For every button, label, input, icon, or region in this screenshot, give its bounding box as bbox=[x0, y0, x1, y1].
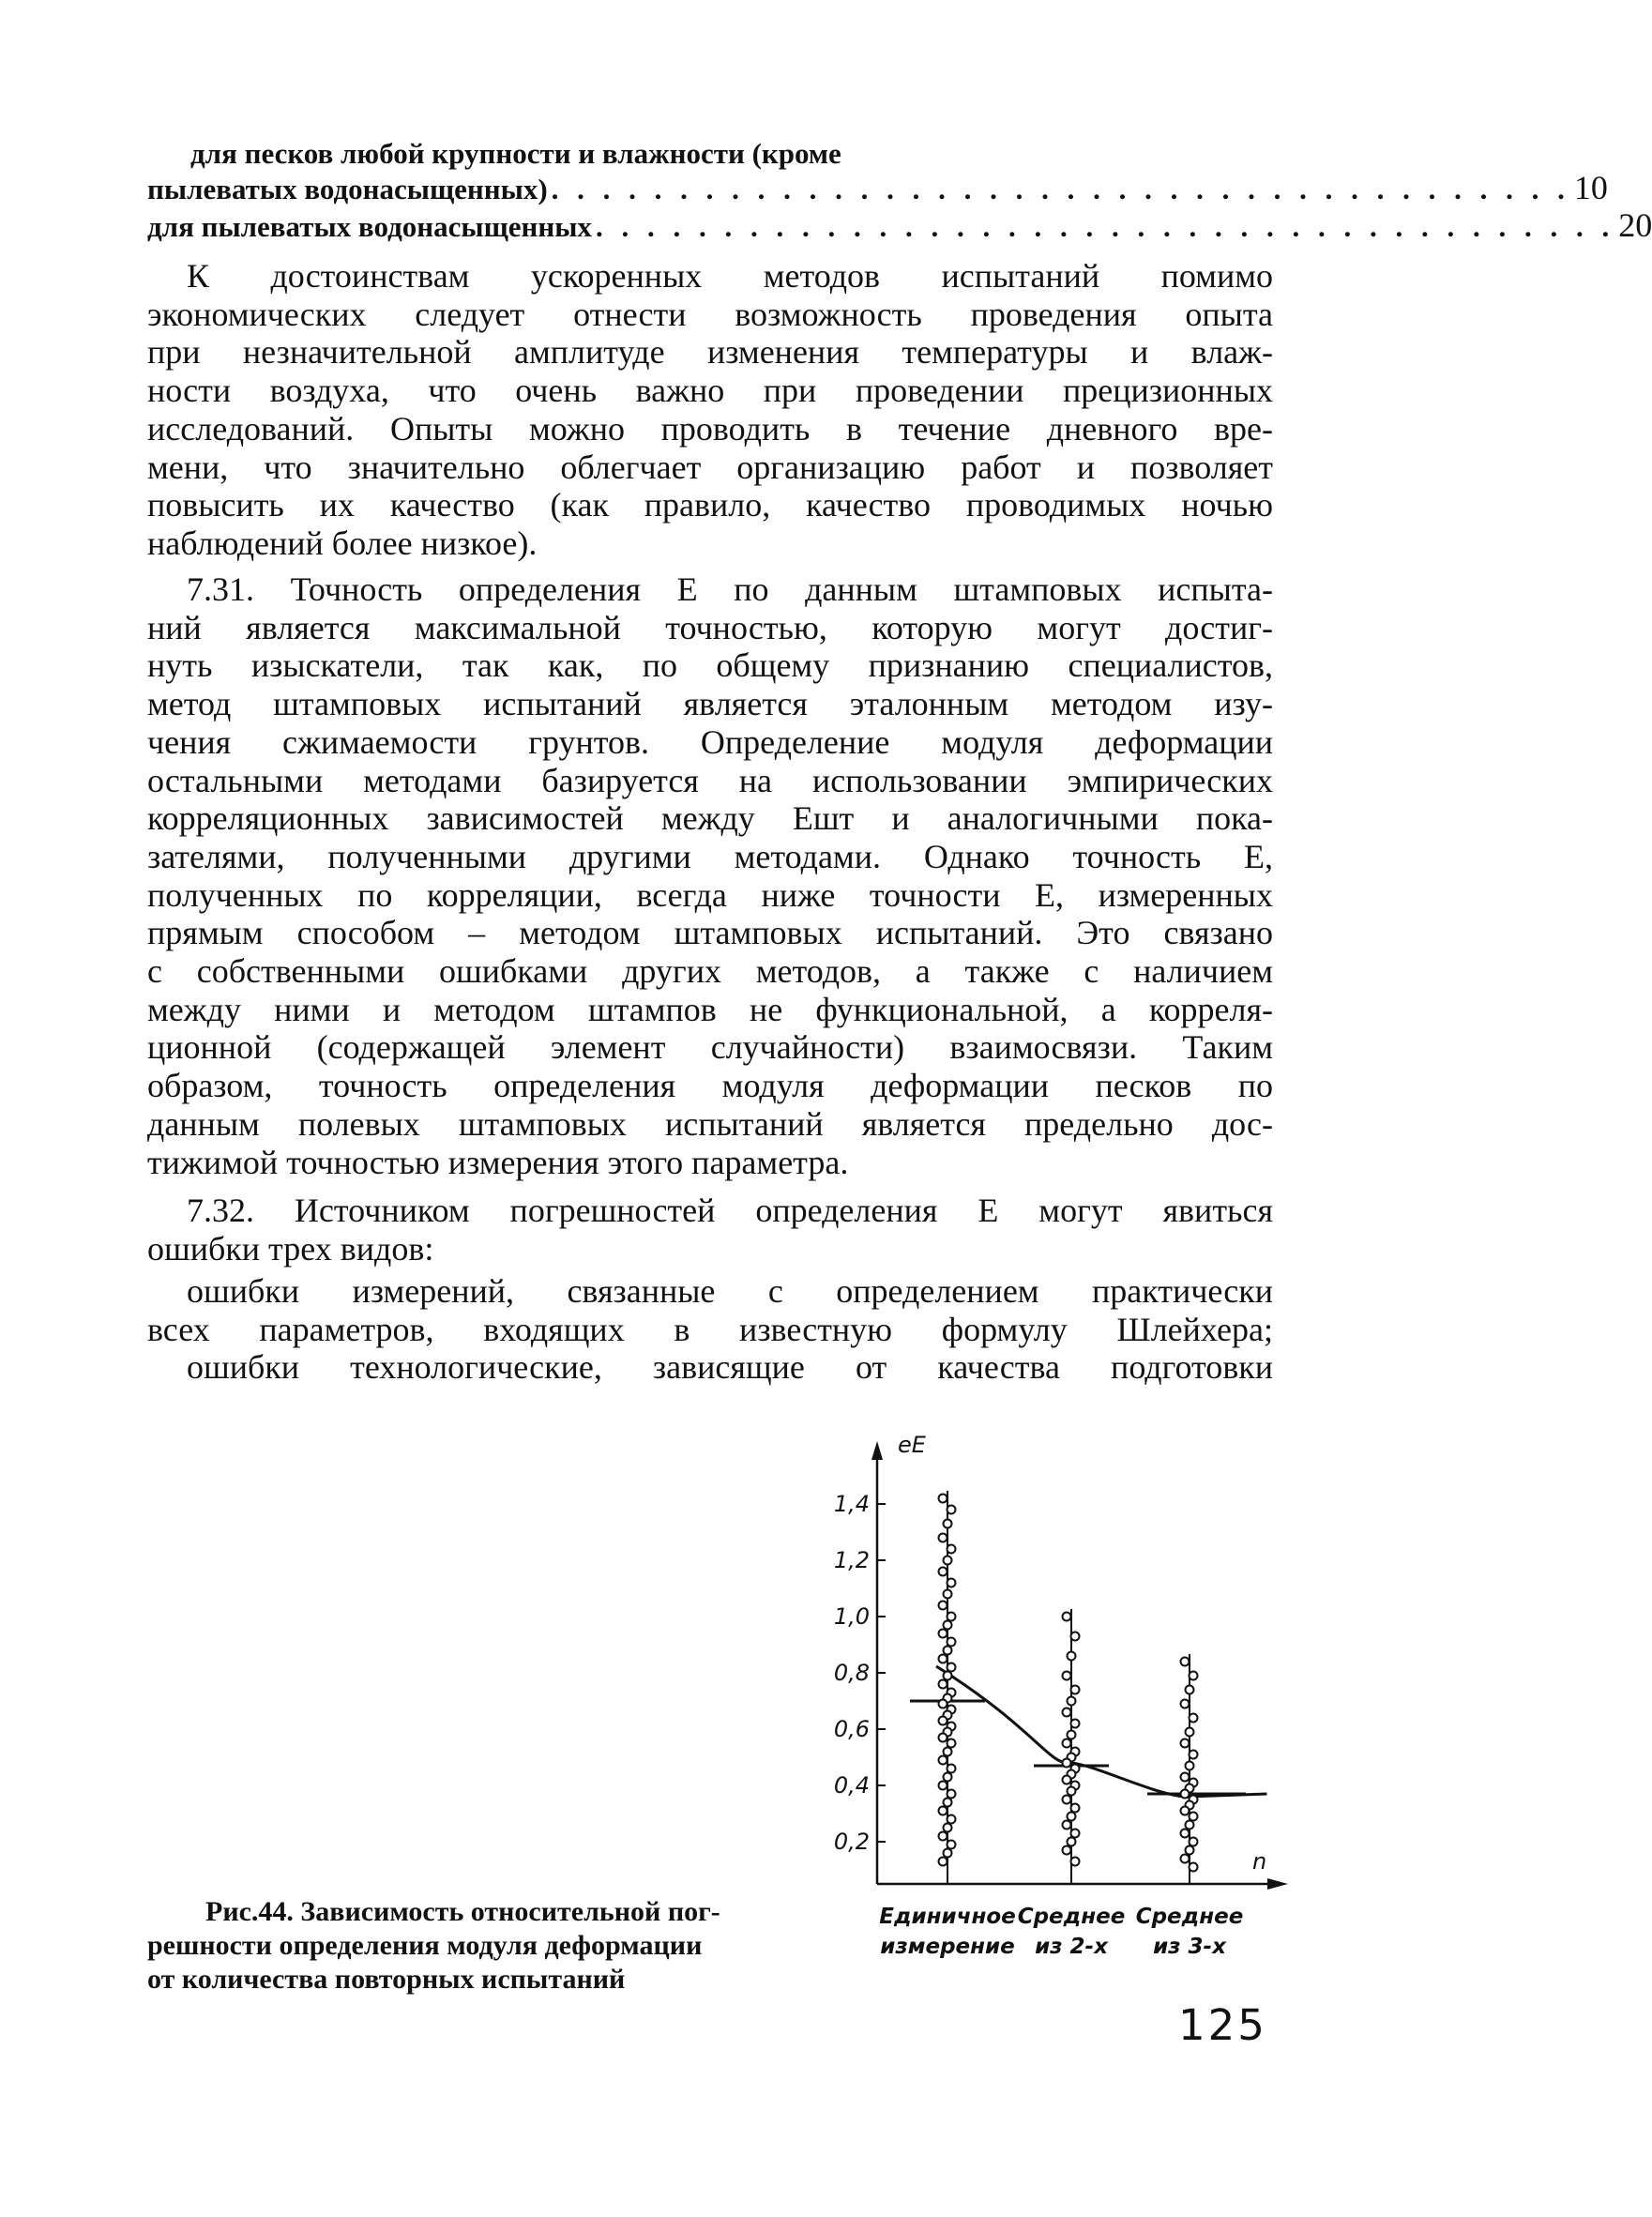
data-point bbox=[1068, 1838, 1076, 1846]
text-line: ционной (содержащей элемент случайности) взаимосвязи. Таким bbox=[147, 1028, 1273, 1067]
list-row-2-label: для пылеватых водонасыщенных bbox=[147, 210, 592, 243]
data-point bbox=[944, 1590, 952, 1599]
data-point bbox=[947, 1613, 956, 1621]
data-point bbox=[944, 1748, 952, 1756]
data-point bbox=[944, 1556, 952, 1565]
data-point bbox=[1190, 1838, 1198, 1846]
data-point bbox=[1063, 1708, 1071, 1717]
category-label: Среднее bbox=[1017, 1905, 1126, 1929]
data-point bbox=[1186, 1846, 1194, 1855]
y-tick-label: 0,4 bbox=[833, 1772, 870, 1799]
y-tick-label: 0,6 bbox=[833, 1716, 870, 1742]
data-point bbox=[939, 1807, 947, 1815]
data-point bbox=[939, 1534, 947, 1542]
data-point bbox=[939, 1568, 947, 1576]
text-line: остальными методами базируется на использовании эмпирических bbox=[147, 761, 1273, 799]
data-point bbox=[947, 1739, 956, 1748]
text-line: ошибки измерений, связанные с определением практически bbox=[187, 1272, 1273, 1310]
text-line: при незначительной амплитуде изменения температуры и влаж- bbox=[147, 333, 1273, 372]
data-point bbox=[944, 1621, 952, 1630]
text-line: нуть изыскатели, так как, по общему признанию специалистов, bbox=[147, 646, 1273, 685]
data-point bbox=[944, 1773, 952, 1782]
y-tick-label: 0,8 bbox=[833, 1660, 870, 1686]
leader-dots: . . . . . . . . . . . . . . . . . . . . . . . . . . . . . . . . . . . . . . . . bbox=[595, 210, 1615, 243]
text-line: исследований. Опыты можно проводить в течение дневного вре- bbox=[147, 409, 1273, 448]
data-point bbox=[1068, 1787, 1076, 1796]
y-axis-arrow bbox=[871, 1441, 883, 1460]
data-point bbox=[947, 1506, 956, 1514]
data-point bbox=[1068, 1697, 1076, 1706]
data-point bbox=[944, 1520, 952, 1528]
data-point bbox=[1063, 1846, 1071, 1855]
data-point bbox=[944, 1672, 952, 1680]
list-row-2-value: 20 bbox=[1618, 206, 1652, 244]
paragraph-4 bbox=[147, 1272, 1273, 1348]
category-label: из 3-х bbox=[1153, 1935, 1226, 1959]
y-tick-label: 1,4 bbox=[833, 1491, 870, 1517]
text-line: ности воздуха, что очень важно при проведении прецизионных bbox=[147, 372, 1273, 410]
text-line: метод штамповых испытаний является эталонным методом изу- bbox=[147, 685, 1273, 723]
data-point bbox=[1181, 1739, 1190, 1748]
data-point bbox=[939, 1734, 947, 1742]
text-line: чения сжимаемости грунтов. Определение модуля деформации bbox=[147, 722, 1273, 761]
data-point bbox=[1063, 1796, 1071, 1804]
data-point bbox=[947, 1545, 956, 1554]
data-point bbox=[1190, 1751, 1198, 1759]
data-point bbox=[1186, 1728, 1194, 1737]
list-row-2 bbox=[147, 206, 1652, 244]
data-point bbox=[1063, 1672, 1071, 1680]
data-point bbox=[1063, 1739, 1071, 1748]
text-line: повысить их качество (как правило, качество проводимых ночью bbox=[147, 486, 1273, 524]
category-label: Единичное bbox=[879, 1905, 1016, 1929]
text-line: мени, что значительно облегчает организацию работ и позволяет bbox=[147, 448, 1273, 486]
paragraph-1 bbox=[147, 257, 1273, 563]
text-line: ний является максимальной точностью, которую могут достиг- bbox=[147, 608, 1273, 646]
data-point bbox=[939, 1858, 947, 1866]
text-line: с собственными ошибками других методов, а также с наличием bbox=[147, 952, 1273, 991]
data-point bbox=[939, 1782, 947, 1790]
list-row-1-line-1: для песков любой крупности и влажности (кроме bbox=[190, 137, 841, 170]
data-point bbox=[939, 1756, 947, 1765]
data-point bbox=[1071, 1632, 1080, 1641]
text-line: прямым способом – методом штамповых испытаний. Это связано bbox=[147, 914, 1273, 952]
list-row-1 bbox=[147, 169, 1608, 206]
trend-curve bbox=[936, 1666, 1267, 1797]
data-point bbox=[1063, 1759, 1071, 1768]
data-point bbox=[1181, 1700, 1190, 1708]
y-tick-label: 1,2 bbox=[833, 1547, 870, 1573]
data-point bbox=[1068, 1813, 1076, 1821]
data-point bbox=[939, 1495, 947, 1503]
list-row-1-label: пылеватых водонасыщенных) bbox=[147, 173, 548, 205]
data-point bbox=[939, 1602, 947, 1610]
data-point bbox=[1181, 1830, 1190, 1838]
data-point bbox=[1063, 1821, 1071, 1830]
page-number: 125 bbox=[1178, 2000, 1267, 2050]
paragraph-2 bbox=[147, 570, 1273, 1181]
text-line: данным полевых штамповых испытаний является предельно дос- bbox=[147, 1104, 1273, 1143]
data-point bbox=[1181, 1773, 1190, 1782]
category-label: Среднее bbox=[1135, 1905, 1244, 1929]
paragraph-3 bbox=[147, 1192, 1273, 1268]
text-line: всех параметров, входящих в известную формулу Шлейхера; bbox=[147, 1310, 1273, 1348]
data-point bbox=[1071, 1858, 1080, 1866]
text-line: К достоинствам ускоренных методов испытаний помимо bbox=[187, 257, 1273, 295]
data-point bbox=[1186, 1686, 1194, 1694]
category-label: измерение bbox=[880, 1935, 1015, 1959]
data-point bbox=[1071, 1830, 1080, 1838]
caption-line: решности определения модуля деформации bbox=[147, 1930, 703, 1961]
data-point bbox=[1186, 1821, 1194, 1830]
data-point bbox=[944, 1799, 952, 1807]
data-point bbox=[1063, 1613, 1071, 1621]
data-point bbox=[939, 1717, 947, 1725]
data-point bbox=[939, 1832, 947, 1841]
data-point bbox=[1190, 1863, 1198, 1872]
data-point bbox=[939, 1700, 947, 1708]
text-line: между ними и методом штампов не функциональной, а корреля- bbox=[147, 990, 1273, 1028]
data-point bbox=[947, 1579, 956, 1587]
paragraph-5 bbox=[147, 1348, 1273, 1387]
data-point bbox=[1063, 1776, 1071, 1784]
caption-line: Рис.44. Зависимость относительной пог- bbox=[205, 1896, 720, 1927]
data-point bbox=[1181, 1658, 1190, 1666]
data-point bbox=[1071, 1720, 1080, 1728]
text-line: 7.31. Точность определения E по данным штамповых испыта- bbox=[187, 570, 1273, 608]
y-tick-label: 1,0 bbox=[833, 1603, 870, 1630]
y-tick-label: 0,2 bbox=[833, 1829, 870, 1855]
data-point bbox=[1181, 1807, 1190, 1815]
text-line: 7.32. Источником погрешностей определения E могут явиться bbox=[187, 1192, 1273, 1229]
x-axis-label: n bbox=[1252, 1848, 1267, 1875]
data-point bbox=[939, 1680, 947, 1689]
data-point bbox=[1186, 1762, 1194, 1770]
text-line: экономических следует отнести возможность проведения опыта bbox=[147, 295, 1273, 333]
data-point bbox=[1181, 1790, 1190, 1799]
x-axis-arrow bbox=[1267, 1878, 1288, 1890]
caption-line: от количества повторных испытаний bbox=[147, 1964, 626, 1995]
data-point bbox=[947, 1841, 956, 1849]
data-point bbox=[1068, 1731, 1076, 1739]
text-line: корреляционных зависимостей между Eшт и аналогичными пока- bbox=[147, 799, 1273, 838]
figure-caption bbox=[147, 1895, 823, 1997]
data-point bbox=[1190, 1672, 1198, 1680]
text-line: образом, точность определения модуля деформации песков по bbox=[147, 1067, 1273, 1105]
data-point bbox=[944, 1849, 952, 1858]
figure-44-chart bbox=[826, 1434, 1295, 1997]
text-line: ошибки технологические, зависящие от качества подготовки bbox=[187, 1348, 1273, 1386]
data-point bbox=[939, 1655, 947, 1663]
data-point bbox=[1068, 1652, 1076, 1661]
data-point bbox=[947, 1815, 956, 1824]
category-label: из 2-х bbox=[1035, 1935, 1108, 1959]
data-point bbox=[939, 1630, 947, 1638]
data-point bbox=[1071, 1686, 1080, 1694]
text-line: зателями, полученными другими методами. Однако точность E, bbox=[147, 837, 1273, 875]
data-point bbox=[947, 1663, 956, 1672]
list-row-1-value: 10 bbox=[1573, 169, 1608, 206]
data-point bbox=[1190, 1813, 1198, 1821]
text-line: полученных по корреляции, всегда ниже точности E, измеренных bbox=[147, 875, 1273, 914]
data-point bbox=[947, 1790, 956, 1799]
data-point bbox=[944, 1647, 952, 1655]
data-point bbox=[1071, 1804, 1080, 1813]
leader-dots: . . . . . . . . . . . . . . . . . . . . . . . . . . . . . . . . . . . . . . . . bbox=[551, 173, 1570, 205]
data-point bbox=[1190, 1714, 1198, 1723]
text-line: ошибки трех видов: bbox=[147, 1229, 434, 1268]
text-line: тижимой точностью измерения этого параметра. bbox=[147, 1143, 849, 1181]
data-point bbox=[947, 1765, 956, 1773]
text-line: наблюдений более низкое). bbox=[147, 524, 538, 562]
y-axis-label: eE bbox=[898, 1432, 926, 1458]
data-point bbox=[944, 1824, 952, 1832]
data-point bbox=[947, 1638, 956, 1647]
data-point bbox=[1181, 1855, 1190, 1863]
